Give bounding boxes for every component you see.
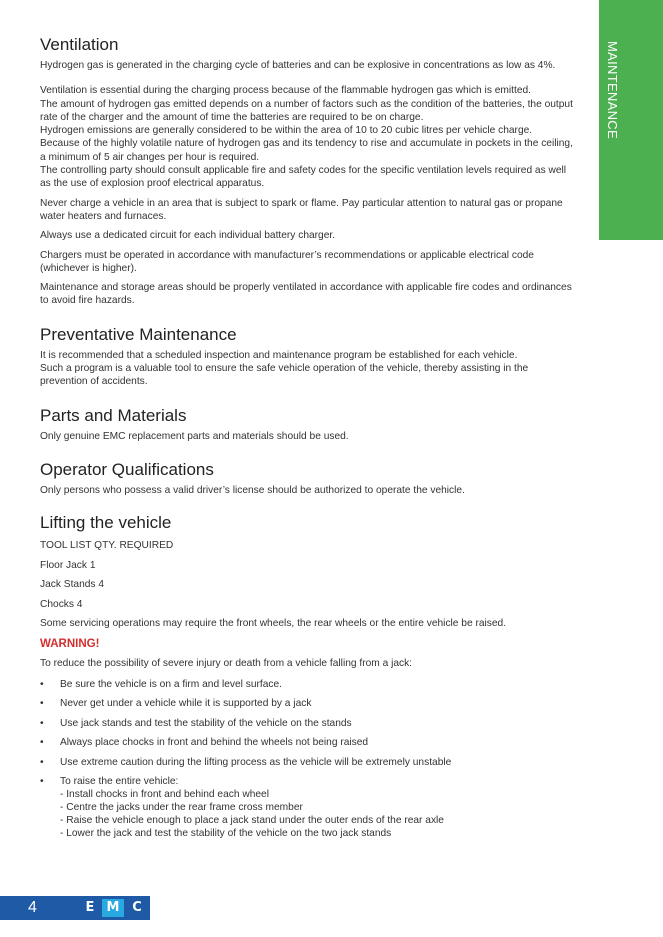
raise-title: To raise the entire vehicle: [60, 776, 179, 788]
operator-text: Only persons who possess a valid driver’s license should be authorized to operate the vehicle. [40, 484, 465, 496]
tool-item: Chocks 4 [40, 598, 83, 610]
bullet-icon: • [40, 756, 44, 768]
raise-step: - Install chocks in front and behind each wheel [60, 789, 269, 801]
ventilation-p6: Maintenance and storage areas should be properly ventilated in accordance with applicable fire codes and ordinances to avoid fire hazards. [40, 282, 572, 307]
ventilation-p2-line: Ventilation is essential during the charging process because of the flammable hydrogen gas which is emitted. [40, 85, 531, 97]
list-item-text: Always place chocks in front and behind the wheels not being raised [60, 737, 369, 749]
bullet-icon: • [40, 698, 44, 710]
ventilation-heading: Ventilation [40, 35, 119, 54]
emc-logo [80, 899, 148, 917]
bullet-icon: • [40, 717, 44, 729]
raise-step: - Centre the jacks under the rear frame cross member [60, 802, 303, 814]
list-item [40, 775, 575, 840]
ventilation-section [40, 35, 575, 308]
lifting-heading: Lifting the vehicle [40, 513, 172, 533]
parts-heading: Parts and Materials [40, 405, 187, 425]
parts-text: Only genuine EMC replacement parts and materials should be used. [40, 430, 349, 442]
page-number: 4 [28, 899, 37, 916]
side-tab-label: MAINTENANCE [605, 41, 620, 139]
preventative-heading: Preventative Maintenance [40, 324, 237, 344]
lifting-section [40, 513, 575, 840]
ventilation-p2-line: Because of the highly volatile nature of hydrogen gas and its tendency to rise and accumulate in pockets in the ceiling, a minimum of 5 air changes per hour is required. [40, 138, 573, 163]
list-item [40, 697, 575, 710]
list-item-text: Never get under a vehicle while it is supported by a jack [60, 698, 312, 710]
ventilation-p3: Never charge a vehicle in an area that is subject to spark or flame. Pay particular attention to natural gas or propane water heaters and furnaces. [40, 197, 563, 222]
ventilation-p2 [40, 84, 575, 190]
logo-letter-e: E [80, 899, 100, 917]
list-item [40, 717, 575, 730]
ventilation-p1: Hydrogen gas is generated in the charging cycle of batteries and can be explosive in concentrations as low as 4%. [40, 60, 556, 71]
raise-step: - Lower the jack and test the stability of the vehicle on the two jack stands [60, 828, 392, 840]
warning-text: To reduce the possibility of severe injury or death from a vehicle falling from a jack: [40, 657, 413, 669]
warning-list [40, 678, 575, 841]
tool-item: Floor Jack 1 [40, 559, 96, 571]
ventilation-p2-line: Hydrogen emissions are generally considered to be within the area of 10 to 20 cubic litres per vehicle charge. [40, 125, 533, 137]
tool-item: Jack Stands 4 [40, 579, 104, 591]
operator-heading: Operator Qualifications [40, 459, 214, 479]
preventative-section [40, 325, 575, 389]
bullet-icon: • [40, 678, 44, 690]
bullet-icon: • [40, 737, 44, 749]
page-content [40, 35, 575, 847]
logo-letter-c: C [126, 899, 148, 917]
parts-section [40, 406, 575, 443]
list-item [40, 756, 575, 769]
lifting-intro: Some servicing operations may require the front wheels, the rear wheels or the entire vehicle be raised. [40, 618, 507, 630]
preventative-line1: It is recommended that a scheduled inspection and maintenance program be established for each vehicle. [40, 349, 518, 361]
ventilation-p5: Chargers must be operated in accordance with manufacturer’s recommendations or applicable electrical code (whichever is higher). [40, 249, 534, 274]
list-item-text: Be sure the vehicle is on a firm and level surface. [60, 678, 282, 690]
list-item-text: Use extreme caution during the lifting process as the vehicle will be extremely unstable [60, 756, 452, 768]
operator-section [40, 460, 575, 497]
ventilation-p2-line: The amount of hydrogen gas emitted depends on a number of factors such as the condition of the batteries, the output rate of the charger and the amount of time the batteries are required to be on charge. [40, 98, 573, 123]
ventilation-p4: Always use a dedicated circuit for each individual battery charger. [40, 230, 336, 242]
raise-step: - Raise the vehicle enough to place a jack stand under the outer ends of the rear axle [60, 815, 444, 827]
list-item-text: Use jack stands and test the stability of the vehicle on the stands [60, 717, 352, 729]
preventative-line2: Such a program is a valuable tool to ensure the safe vehicle operation of the vehicle, thereby assisting in the prevention of accidents. [40, 363, 529, 388]
tool-list-header: TOOL LIST QTY. REQUIRED [40, 540, 174, 552]
bullet-icon: • [40, 776, 44, 788]
ventilation-p2-line: The controlling party should consult applicable fire and safety codes for the specific ventilation levels required as well as the use of explosion proof electrical apparatus. [40, 165, 567, 190]
list-item [40, 736, 575, 749]
list-item [40, 678, 575, 691]
logo-letter-m: M [102, 899, 124, 917]
warning-label: WARNING! [40, 637, 100, 650]
